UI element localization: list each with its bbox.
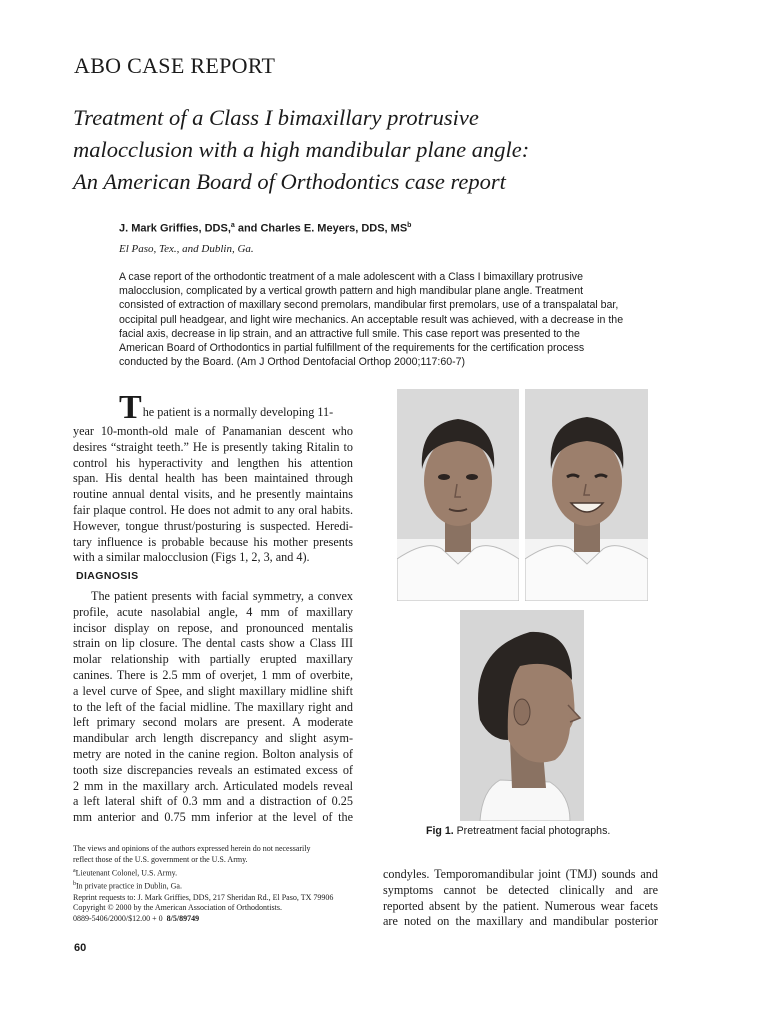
body-line: a left lateral shift of 0.3 mm and a distraction of 0.25 — [73, 794, 353, 809]
body-line: to the left of the facial midline. The maxillary right and — [73, 699, 353, 714]
intro-first-line: he patient is a normally developing 11- — [142, 405, 334, 419]
body-line: metry are noted in the canine region. Bolton analysis of — [73, 746, 353, 761]
footnote-disclaimer: The views and opinions of the authors expressed herein do not necessarily — [73, 844, 311, 853]
title-line: An American Board of Orthodontics case report — [73, 169, 506, 194]
intro-paragraph — [73, 389, 353, 566]
body-line: incisor display on repose, and pronounced mentalis — [73, 620, 353, 635]
body-line: fair plaque control. He does not admit to any oral habits. — [73, 502, 353, 517]
figure-label: Fig 1. — [426, 825, 454, 837]
footnote-disclaimer: reflect those of the U.S. government or the U.S. Army. — [73, 854, 248, 864]
body-line: strain on lip closure. The dental casts show a Class III — [73, 636, 353, 651]
photo-frontal-smile — [525, 389, 648, 601]
title-line: malocclusion with a high mandibular plane angle: — [73, 137, 530, 162]
footnote-mark: b — [73, 881, 76, 888]
drop-cap: T — [119, 389, 142, 426]
body-line: are noted on the maxillary and mandibular posterior — [383, 914, 658, 929]
title-line: Treatment of a Class I bimaxillary protrusive — [73, 105, 479, 130]
body-line: mm anterior and 0.75 mm inferior at the level of the — [73, 810, 353, 825]
photo-frontal-repose — [397, 389, 519, 601]
body-line: profile, acute nasolabial angle, 4 mm of maxillary — [73, 604, 353, 619]
body-line: mandibular arch length discrepancy and slight asym- — [73, 731, 353, 746]
body-line: However, tongue thrust/posturing is suspected. Heredi- — [73, 518, 353, 533]
author-2: and Charles E. Meyers, DDS, MS — [234, 222, 408, 235]
abstract-line: A case report of the orthodontic treatment of a male adolescent with a Class I bimaxillary protrusive — [119, 271, 583, 283]
footnote-text: Lieutenant Colonel, U.S. Army. — [75, 868, 178, 878]
body-line: canines. There is 2.5 mm of overjet, 1 mm of overbite, — [73, 667, 353, 682]
body-line: condyles. Temporomandibular joint (TMJ) sounds and — [383, 867, 658, 881]
body-line: left primary second molars are present. A moderate — [73, 715, 353, 730]
abstract-line: conducted by the Board. (Am J Orthod Dentofacial Orthop 2000;117:60-7) — [119, 356, 466, 369]
footnote-code-id: 8/5/89749 — [166, 914, 200, 924]
abstract-line: consisted of extraction of maxillary second premolars, mandibular first premolars, use of a transpalatal bar, — [119, 299, 619, 312]
body-line: span. His dental health has been maintained through — [73, 471, 353, 486]
report-type-label: ABO CASE REPORT — [74, 53, 276, 78]
abstract — [119, 270, 654, 369]
portrait-smile-illustration — [525, 389, 648, 601]
body-line: control his hyperactivity and lengthen his attention — [73, 455, 353, 470]
abstract-line: facial axis, decrease in lip strain, and an attractive full smile. This case report was presented to the — [119, 327, 580, 340]
footnote-code — [73, 914, 373, 925]
author-line — [119, 222, 411, 235]
section-heading-diagnosis: DIAGNOSIS — [76, 570, 139, 582]
body-line: symptoms cannot be detected clinically and are — [383, 882, 658, 897]
figure-caption-text: Pretreatment facial photographs. — [453, 825, 611, 837]
affiliation-mark-b: b — [407, 222, 412, 229]
body-line: routine annual dental visits, and he presently maintains — [73, 487, 353, 502]
article-title — [73, 102, 693, 198]
abstract-line: occipital pull headgear, and light wire mechanics. An acceptable result was achieved, with a decrease in the — [119, 313, 624, 326]
figure-caption — [426, 825, 610, 837]
body-line: 2 mm in the maxillary arch. Articulated models reveal — [73, 778, 353, 793]
portrait-frontal-illustration — [397, 389, 519, 601]
author-1: J. Mark Griffies, DDS, — [119, 222, 231, 235]
footnote-reprint: Reprint requests to: J. Mark Griffies, DDS, 217 Sheridan Rd., El Paso, TX 79906 — [73, 892, 334, 902]
body-line: The patient presents with facial symmetry, a convex — [91, 589, 353, 603]
abstract-line: American Board of Orthodontics in partial fulfillment of the requirements for the certification process — [119, 342, 585, 355]
abstract-line: malocclusion, complicated by a vertical growth pattern and high mandibular plane angle. Treatment — [119, 285, 584, 298]
footnote-b — [73, 879, 373, 892]
footnote-copyright: Copyright © 2000 by the American Association of Orthodontists. — [73, 903, 282, 913]
diagnosis-paragraph — [73, 589, 353, 826]
footnotes — [73, 844, 373, 925]
affiliation: El Paso, Tex., and Dublin, Ga. — [119, 243, 254, 255]
affiliation-mark-a: a — [230, 222, 235, 229]
portrait-profile-illustration — [460, 610, 584, 821]
page-number: 60 — [74, 942, 87, 954]
footnote-a — [73, 866, 373, 879]
body-line: tary influence is probable because his mother presents — [73, 534, 353, 549]
body-line: molar relationship with partially erupted maxillary — [73, 652, 353, 667]
body-line: desires “straight teeth.” He is presently taking Ritalin to — [73, 439, 353, 454]
body-line: with a similar malocclusion (Figs 1, 2, 3, and 4). — [73, 550, 310, 565]
right-column-text — [383, 867, 658, 930]
footnote-mark: a — [73, 867, 76, 874]
footnote-code-prefix: 0889-5406/2000/$12.00 + 0 — [73, 914, 167, 924]
body-line: reported absent by the patient. Numerous wear facets — [383, 898, 658, 913]
footnote-text: In private practice in Dublin, Ga. — [76, 881, 182, 891]
photo-profile — [460, 610, 584, 821]
body-line: year 10-month-old male of Panamanian descent who — [73, 424, 353, 438]
body-line: tooth size discrepancies reveals an estimated excess of — [73, 762, 353, 777]
body-line: a level curve of Spee, and slight maxillary midline shift — [73, 683, 353, 698]
